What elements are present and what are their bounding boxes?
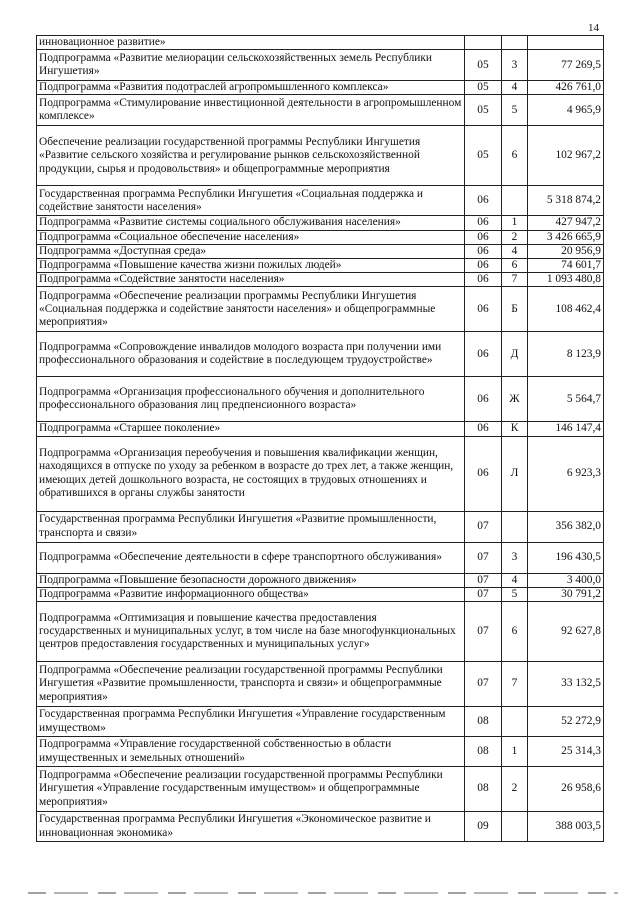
code-cell: 06 — [465, 230, 502, 244]
program-name-cell: Подпрограмма «Стимулирование инвестиционной деятельности в агропромышленном комплексе» — [37, 95, 465, 126]
subcode-cell: 1 — [502, 737, 528, 767]
code-cell: 07 — [465, 587, 502, 601]
program-name-cell: Подпрограмма «Сопровождение инвалидов молодого возраста при получении ими профессионального образования и содействие в последующем трудоустройстве» — [37, 332, 465, 377]
amount-cell: 20 956,9 — [528, 244, 604, 258]
code-cell: 08 — [465, 737, 502, 767]
table-row — [37, 602, 604, 662]
amount-cell: 356 382,0 — [528, 511, 604, 542]
budget-table-body — [37, 36, 604, 842]
subcode-cell: 7 — [502, 273, 528, 287]
table-row — [37, 259, 604, 273]
code-cell: 06 — [465, 377, 502, 422]
code-cell: 08 — [465, 767, 502, 812]
code-cell: 05 — [465, 126, 502, 186]
code-cell: 07 — [465, 542, 502, 573]
amount-cell: 196 430,5 — [528, 542, 604, 573]
subcode-cell: 3 — [502, 542, 528, 573]
table-row — [37, 36, 604, 50]
table-row — [37, 737, 604, 767]
program-name-cell: Подпрограмма «Обеспечение деятельности в сфере транспортного обслуживания» — [37, 542, 465, 573]
subcode-cell: Б — [502, 287, 528, 332]
code-cell: 06 — [465, 259, 502, 273]
table-row — [37, 422, 604, 436]
scan-artifact-line — [28, 892, 618, 894]
table-row — [37, 216, 604, 230]
table-row — [37, 81, 604, 95]
subcode-cell: 2 — [502, 230, 528, 244]
code-cell: 07 — [465, 602, 502, 662]
amount-cell: 5 318 874,2 — [528, 186, 604, 216]
amount-cell: 52 272,9 — [528, 707, 604, 737]
table-row — [37, 377, 604, 422]
table-row — [37, 587, 604, 601]
code-cell: 06 — [465, 436, 502, 511]
subcode-cell: 6 — [502, 126, 528, 186]
subcode-cell: Ж — [502, 377, 528, 422]
code-cell: 07 — [465, 511, 502, 542]
table-row — [37, 186, 604, 216]
amount-cell: 8 123,9 — [528, 332, 604, 377]
subcode-cell — [502, 36, 528, 50]
table-row — [37, 542, 604, 573]
amount-cell: 5 564,7 — [528, 377, 604, 422]
code-cell: 06 — [465, 273, 502, 287]
amount-cell: 77 269,5 — [528, 50, 604, 81]
program-name-cell: Государственная программа Республики Ингушетия «Экономическое развитие и инновационная экономика» — [37, 812, 465, 842]
table-row — [37, 767, 604, 812]
code-cell: 05 — [465, 50, 502, 81]
program-name-cell: Подпрограмма «Содействие занятости населения» — [37, 273, 465, 287]
table-row — [37, 273, 604, 287]
budget-table — [36, 35, 604, 842]
amount-cell: 426 761,0 — [528, 81, 604, 95]
subcode-cell: 2 — [502, 767, 528, 812]
program-name-cell: Подпрограмма «Повышение безопасности дорожного движения» — [37, 573, 465, 587]
program-name-cell: Подпрограмма «Развития подотраслей агропромышленного комплекса» — [37, 81, 465, 95]
code-cell: 06 — [465, 216, 502, 230]
table-row — [37, 230, 604, 244]
program-name-cell: Подпрограмма «Повышение качества жизни пожилых людей» — [37, 259, 465, 273]
code-cell: 07 — [465, 662, 502, 707]
table-row — [37, 244, 604, 258]
table-row — [37, 436, 604, 511]
program-name-cell: Подпрограмма «Обеспечение реализации государственной программы Республики Ингушетия «Развитие промышленности, транспорта и связи» и общепрограммные мероприятия» — [37, 662, 465, 707]
program-name-cell: Подпрограмма «Доступная среда» — [37, 244, 465, 258]
amount-cell: 92 627,8 — [528, 602, 604, 662]
amount-cell: 25 314,3 — [528, 737, 604, 767]
amount-cell: 3 400,0 — [528, 573, 604, 587]
program-name-cell: Подпрограмма «Обеспечение реализации программы Республики Ингушетия «Социальная поддержка и содействие занятости населения» и общепрограммные мероприятия» — [37, 287, 465, 332]
subcode-cell: 4 — [502, 573, 528, 587]
program-name-cell: Подпрограмма «Обеспечение реализации государственной программы Республики Ингушетия «Управление государственным имуществом» и общепрограммные мероприятия» — [37, 767, 465, 812]
table-row — [37, 332, 604, 377]
program-name-cell: Подпрограмма «Развитие системы социального обслуживания населения» — [37, 216, 465, 230]
code-cell: 08 — [465, 707, 502, 737]
program-name-cell: Подпрограмма «Организация профессионального обучения и дополнительного профессионального образования лиц предпенсионного возраста» — [37, 377, 465, 422]
amount-cell — [528, 36, 604, 50]
amount-cell: 388 003,5 — [528, 812, 604, 842]
amount-cell: 108 462,4 — [528, 287, 604, 332]
program-name-cell: Подпрограмма «Социальное обеспечение населения» — [37, 230, 465, 244]
subcode-cell: К — [502, 422, 528, 436]
table-row — [37, 707, 604, 737]
program-name-cell: Подпрограмма «Организация переобучения и повышения квалификации женщин, находящихся в отпуске по уходу за ребенком в возрасте до трех лет, а также женщин, имеющих детей дошкольного возраста, не состоящих в трудовых отношениях и обратившихся в органы службы занятости — [37, 436, 465, 511]
program-name-cell: Подпрограмма «Старшее поколение» — [37, 422, 465, 436]
program-name-cell: Подпрограмма «Развитие мелиорации сельскохозяйственных земель Республики Ингушетия» — [37, 50, 465, 81]
program-name-cell: Подпрограмма «Развитие информационного общества» — [37, 587, 465, 601]
subcode-cell: 4 — [502, 244, 528, 258]
code-cell: 06 — [465, 422, 502, 436]
page-number: 14 — [588, 22, 599, 34]
subcode-cell: 1 — [502, 216, 528, 230]
table-row — [37, 662, 604, 707]
subcode-cell — [502, 812, 528, 842]
code-cell: 06 — [465, 332, 502, 377]
subcode-cell: 6 — [502, 602, 528, 662]
code-cell: 06 — [465, 186, 502, 216]
code-cell: 06 — [465, 287, 502, 332]
amount-cell: 102 967,2 — [528, 126, 604, 186]
program-name-cell: Подпрограмма «Управление государственной собственностью в области имущественных и земельных отношений» — [37, 737, 465, 767]
amount-cell: 33 132,5 — [528, 662, 604, 707]
code-cell — [465, 36, 502, 50]
subcode-cell — [502, 511, 528, 542]
program-name-cell: Обеспечение реализации государственной программы Республики Ингушетия «Развитие сельского хозяйства и регулирование рынков сельскохозяйственной продукции, сырья и продовольствия» и общепрограммные мероприятия — [37, 126, 465, 186]
subcode-cell: 6 — [502, 259, 528, 273]
code-cell: 06 — [465, 244, 502, 258]
table-row — [37, 511, 604, 542]
subcode-cell — [502, 707, 528, 737]
program-name-cell: Государственная программа Республики Ингушетия «Социальная поддержка и содействие занятости населения» — [37, 186, 465, 216]
table-row — [37, 95, 604, 126]
code-cell: 09 — [465, 812, 502, 842]
subcode-cell — [502, 186, 528, 216]
amount-cell: 146 147,4 — [528, 422, 604, 436]
subcode-cell: Л — [502, 436, 528, 511]
table-row — [37, 126, 604, 186]
subcode-cell: 5 — [502, 587, 528, 601]
program-name-cell: Государственная программа Республики Ингушетия «Развитие промышленности, транспорта и связи» — [37, 511, 465, 542]
program-name-cell: инновационное развитие» — [37, 36, 465, 50]
table-row — [37, 573, 604, 587]
table-row — [37, 812, 604, 842]
amount-cell: 30 791,2 — [528, 587, 604, 601]
amount-cell: 26 958,6 — [528, 767, 604, 812]
subcode-cell: 3 — [502, 50, 528, 81]
code-cell: 05 — [465, 81, 502, 95]
amount-cell: 1 093 480,8 — [528, 273, 604, 287]
subcode-cell: 7 — [502, 662, 528, 707]
amount-cell: 3 426 665,9 — [528, 230, 604, 244]
amount-cell: 427 947,2 — [528, 216, 604, 230]
program-name-cell: Подпрограмма «Оптимизация и повышение качества предоставления государственных и муниципальных услуг, в том числе на базе многофункциональных центров предоставления государственных и муниципальных услуг» — [37, 602, 465, 662]
subcode-cell: Д — [502, 332, 528, 377]
table-row — [37, 50, 604, 81]
table-row — [37, 287, 604, 332]
amount-cell: 6 923,3 — [528, 436, 604, 511]
amount-cell: 74 601,7 — [528, 259, 604, 273]
subcode-cell: 5 — [502, 95, 528, 126]
code-cell: 05 — [465, 95, 502, 126]
subcode-cell: 4 — [502, 81, 528, 95]
code-cell: 07 — [465, 573, 502, 587]
amount-cell: 4 965,9 — [528, 95, 604, 126]
program-name-cell: Государственная программа Республики Ингушетия «Управление государственным имуществом» — [37, 707, 465, 737]
